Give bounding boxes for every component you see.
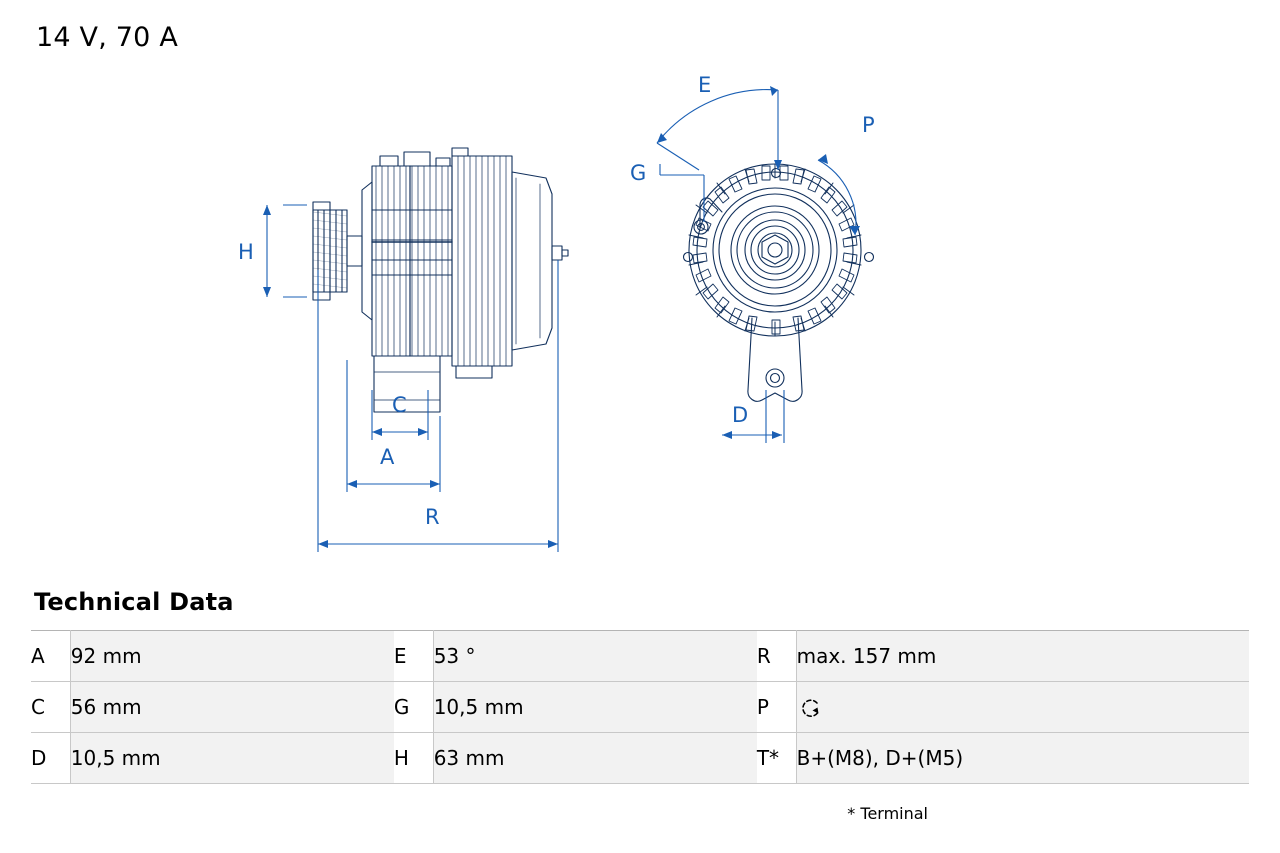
label-E: E xyxy=(698,73,712,97)
label-G: G xyxy=(630,161,647,185)
technical-data-table xyxy=(31,630,1249,784)
row-key-a: A xyxy=(31,631,70,682)
row-key-g: G xyxy=(394,682,433,733)
alternator-technical-drawing xyxy=(0,60,1280,570)
dimension-lines xyxy=(263,86,860,552)
table-row xyxy=(31,682,1249,733)
row-key-p: P xyxy=(757,682,796,733)
row-value-r: max. 157 mm xyxy=(796,631,1249,682)
row-value-h: 63 mm xyxy=(433,733,757,784)
front-view xyxy=(684,164,874,401)
row-value-t: B+(M8), D+(M5) xyxy=(796,733,1249,784)
terminal-footnote: * Terminal xyxy=(847,804,928,823)
row-key-d: D xyxy=(31,733,70,784)
row-key-t: T* xyxy=(757,733,796,784)
table-row xyxy=(31,631,1249,682)
table-row xyxy=(31,733,1249,784)
row-value-d: 10,5 mm xyxy=(70,733,394,784)
row-value-e: 53 ° xyxy=(433,631,757,682)
label-H: H xyxy=(238,240,254,264)
row-key-e: E xyxy=(394,631,433,682)
technical-data-heading: Technical Data xyxy=(34,588,234,616)
row-key-h: H xyxy=(394,733,433,784)
row-value-p xyxy=(796,682,1249,733)
drawing-svg xyxy=(0,60,1280,570)
row-key-c: C xyxy=(31,682,70,733)
label-C: C xyxy=(392,393,407,417)
row-key-r: R xyxy=(757,631,796,682)
label-R: R xyxy=(425,505,440,529)
row-value-g: 10,5 mm xyxy=(433,682,757,733)
row-value-a: 92 mm xyxy=(70,631,394,682)
label-D: D xyxy=(732,403,749,427)
page-title: 14 V, 70 A xyxy=(36,22,178,53)
row-value-c: 56 mm xyxy=(70,682,394,733)
side-view xyxy=(313,148,568,412)
label-A: A xyxy=(380,445,395,469)
label-P: P xyxy=(862,113,875,137)
rotation-direction-icon xyxy=(797,696,825,720)
